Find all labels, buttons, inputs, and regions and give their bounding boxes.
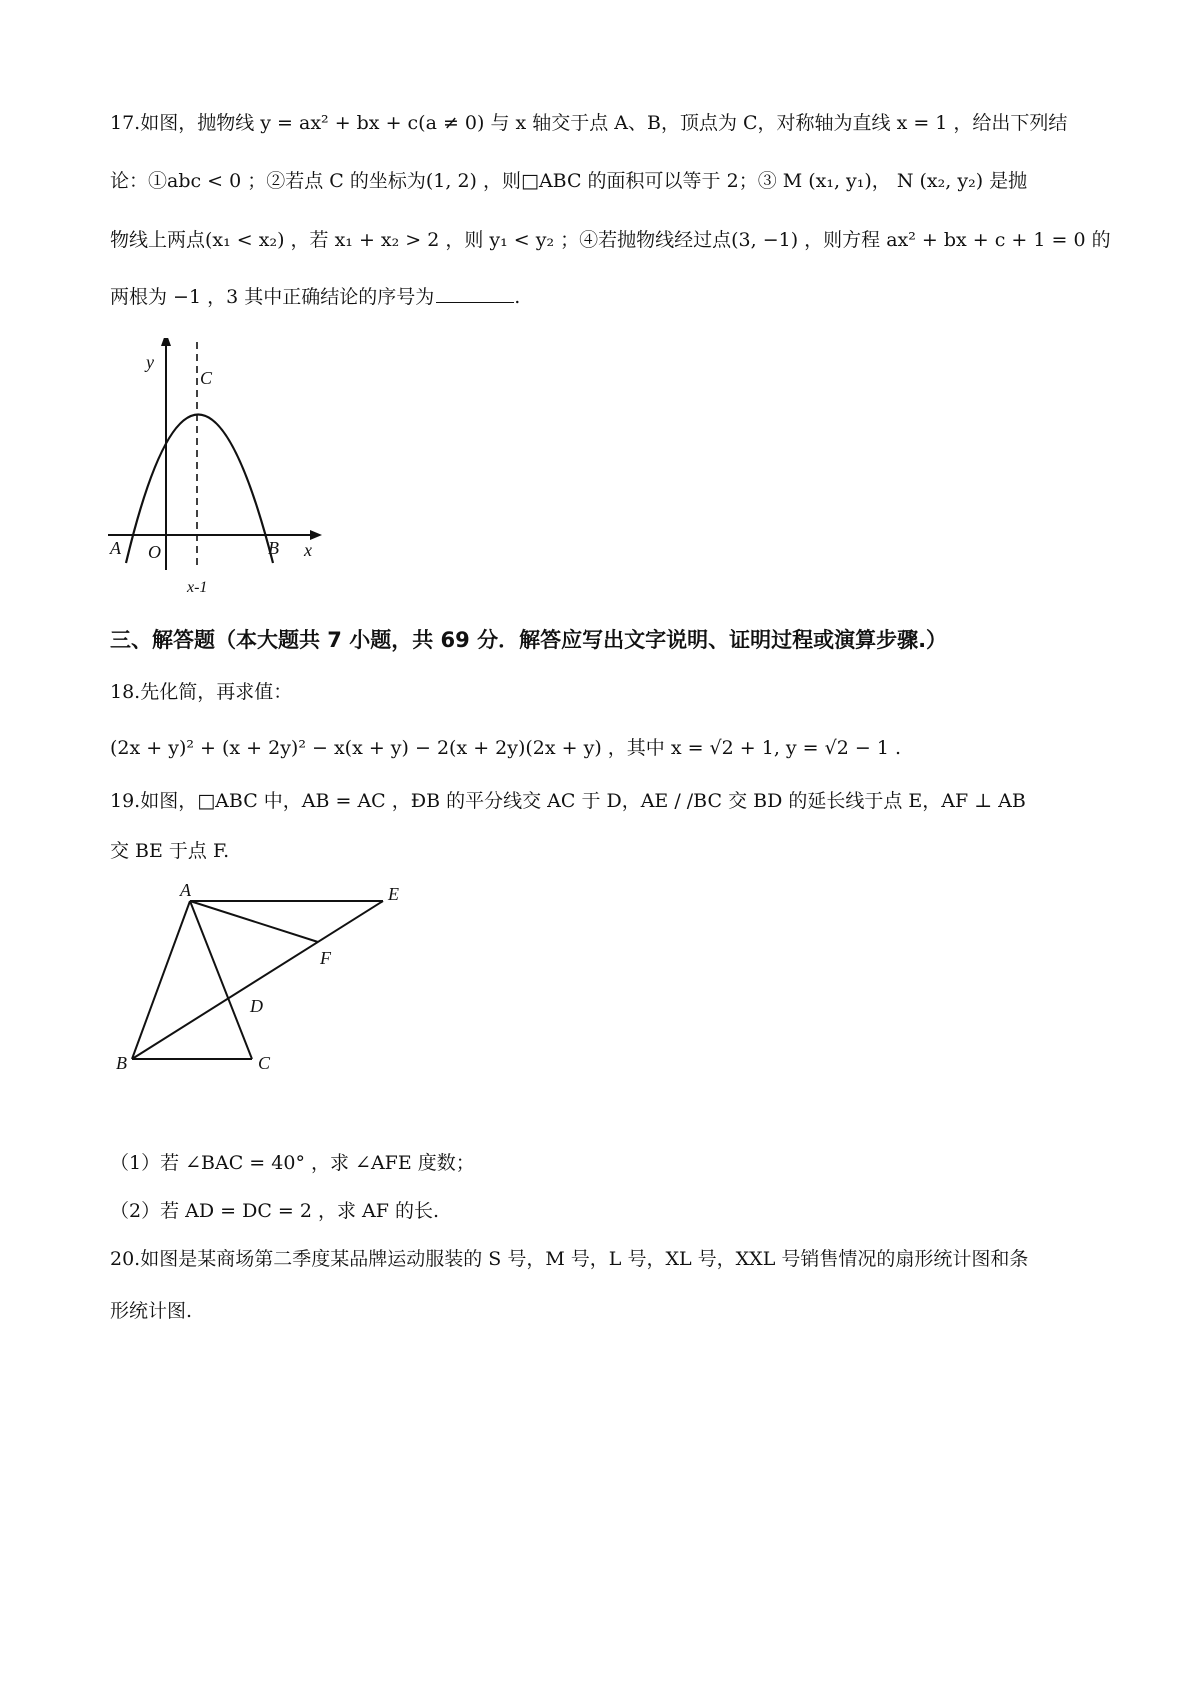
q19-part-2: （2）若 AD = DC = 2 ，求 AF 的长. bbox=[110, 1200, 440, 1222]
segment-ab bbox=[132, 901, 190, 1059]
triangle-figure bbox=[108, 884, 408, 1084]
label-e: E bbox=[388, 884, 399, 904]
label-a: A bbox=[110, 538, 121, 558]
label-a: A bbox=[180, 884, 191, 900]
q19-part-1: （1）若 ∠BAC = 40° ，求 ∠AFE 度数； bbox=[110, 1152, 475, 1174]
y-axis-arrow bbox=[161, 338, 171, 346]
q17-line-4 bbox=[110, 282, 520, 309]
parabola-figure bbox=[108, 338, 348, 598]
q20-line-2: 形统计图. bbox=[110, 1300, 193, 1322]
section-heading: 三、解答题（本大题共 7 小题，共 69 分．解答应写出文字说明、证明过程或演算步骤.） bbox=[110, 628, 948, 652]
q18-line-2: (2x + y)² + (x + 2y)² − x(x + y) − 2(x + 2y)(2x + y) ，其中 x = √2 + 1, y = √2 − 1 . bbox=[110, 737, 902, 759]
label-c: C bbox=[200, 368, 213, 388]
q19-line-2: 交 BE 于点 F. bbox=[110, 840, 230, 862]
q18-line-1: 18.先化简，再求值： bbox=[110, 681, 293, 703]
label-x: x bbox=[304, 540, 312, 560]
q17-line-1: 17.如图，抛物线 y = ax² + bx + c(a ≠ 0) 与 x 轴交于点 A、B，顶点为 C，对称轴为直线 x = 1 ，给出下列结 bbox=[110, 112, 1068, 134]
segment-af bbox=[190, 901, 318, 942]
segment-be bbox=[132, 901, 383, 1059]
parabola-curve bbox=[126, 415, 273, 564]
q17-line-4-text: 两根为 −1 ，3 其中正确结论的序号为 bbox=[110, 286, 435, 308]
label-b: B bbox=[268, 538, 279, 558]
q19-line-1: 19.如图，□ABC 中，AB = AC ，ÐB 的平分线交 AC 于 D，AE / /BC 交 BD 的延长线于点 E，AF ⊥ AB bbox=[110, 790, 1026, 812]
label-b: B bbox=[116, 1053, 127, 1073]
label-o: O bbox=[148, 542, 161, 562]
label-axis: x-1 bbox=[187, 579, 208, 596]
label-c: C bbox=[258, 1053, 271, 1073]
label-y: y bbox=[146, 352, 154, 372]
q20-line-1: 20.如图是某商场第二季度某品牌运动服装的 S 号，M 号，L 号，XL 号，XXL 号销售情况的扇形统计图和条 bbox=[110, 1248, 1029, 1270]
answer-blank bbox=[436, 301, 514, 303]
segment-ac bbox=[190, 901, 252, 1059]
label-d: D bbox=[250, 996, 263, 1016]
q17-line-3: 物线上两点(x₁ < x₂) ，若 x₁ + x₂ > 2 ，则 y₁ < y₂ ；④若抛物线经过点(3, −1) ，则方程 ax² + bx + c + 1 = 0 的 bbox=[110, 229, 1111, 251]
x-axis-arrow bbox=[310, 530, 322, 540]
label-f: F bbox=[320, 948, 331, 968]
q17-line-2: 论：①abc < 0 ；②若点 C 的坐标为(1, 2) ，则□ABC 的面积可以等于 2；③ M (x₁, y₁)， N (x₂, y₂) 是抛 bbox=[110, 170, 1028, 192]
q17-line-4-end: . bbox=[514, 286, 521, 308]
